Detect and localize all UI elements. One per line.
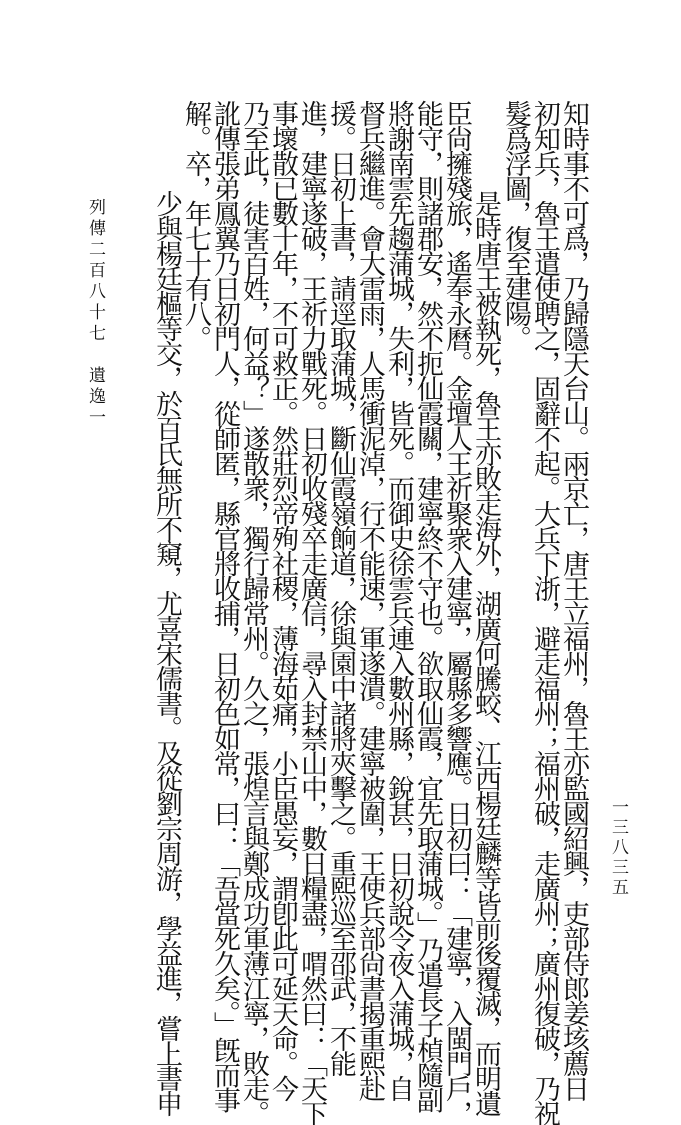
text-column: 援。日初上書，請逕取蒲城，斷仙霞嶺餉道，徐與園中諸將夾擊之。重熙巡至邵武，不能	[325, 100, 356, 1075]
text-column: 督兵繼進。會大雷雨，人馬衝泥淖，行不能速，軍遂潰。建寧被圍，王使兵部尙書揭重熙赴	[354, 100, 385, 1100]
text-column: 髮爲浮圖，復至建陽。	[500, 100, 531, 350]
text-column: 初知兵，魯王遣使聘之，固辭不起。大兵下浙，避走福州；福州破，走廣州；廣州復破，乃祝	[529, 100, 560, 1125]
text-column: 解。卒，年七十有八。	[180, 100, 211, 350]
text-column: 臣尙擁殘旅，遙奉永曆。金壇人王祈聚衆入建寧，屬縣多響應。日初曰：「建寧，入閩門戶，	[441, 100, 472, 1125]
text-column: 將謝南雲先趨蒲城，失利，皆死。而御史徐雲兵連入數州縣，銳甚，日初說令夜入蒲城，自	[383, 100, 414, 1100]
text-column: 能守，則諸郡安，然不扼仙霞關，建寧終不守也。欲取仙霞，宜先取蒲城。」乃遣長子楨隨副	[412, 100, 443, 1112]
text-column: 訛傳張弟鳳翼乃日初門人，從師匿，縣官將收捕，日初色如常，曰：「吾當死久矣。」旣而事	[209, 100, 240, 1112]
page-number: 一三八三五	[608, 798, 628, 898]
text-column: 乃至此，徒害百姓，何益？」遂散衆，獨行歸常州。久之，張煌言與鄭成功軍薄江寧，敗走。	[238, 100, 269, 1125]
text-column: 事壞散已數十年，不可救正。然莊烈帝殉社稷，薄海茹痛，小臣愚妄，謂卽此可延天命。今	[267, 100, 298, 1100]
text-column: 少與楊廷樞等交，於百氏無所不窺，尤喜宋儒書。及從劉宗周游，學益進，嘗上書申	[151, 190, 182, 1115]
text-column: 是時唐王被執死，魯王亦敗走海外，湖廣何騰蛟、江西楊廷麟等皆前後覆滅，而明遺	[470, 190, 501, 1115]
text-column: 知時事不可爲，乃歸隱天台山。兩京亡，唐王立福州，魯王亦監國紹興，吏部侍郎姜垓薦日	[558, 100, 589, 1100]
running-header: 列傳二百八十七 遺逸一	[85, 198, 105, 429]
text-column: 進，建寧遂破，王祈力戰死。日初收殘卒走廣信，尋入封禁山中，數日糧盡，喟然曰：「天下	[296, 100, 327, 1125]
